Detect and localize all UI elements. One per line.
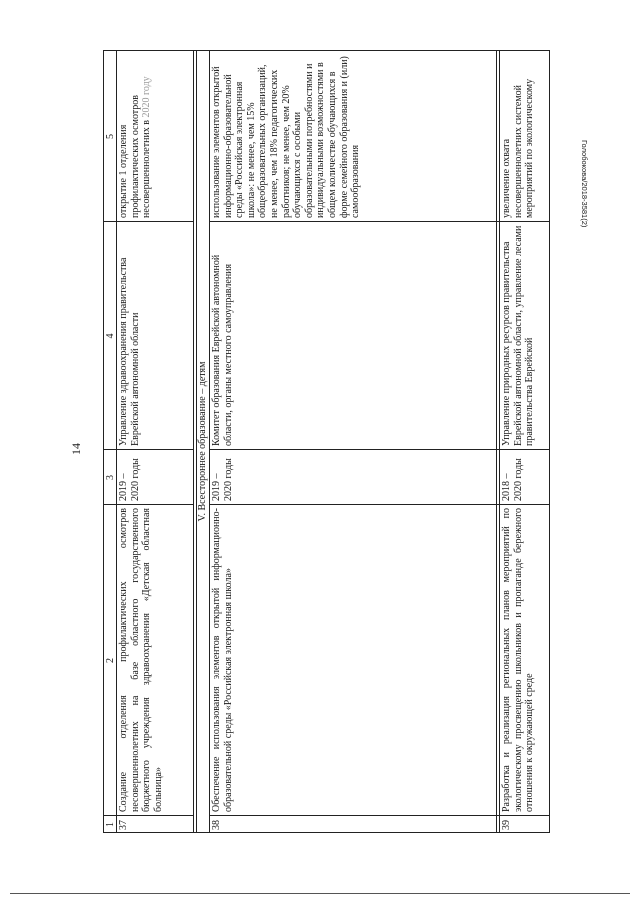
page-bottom-rule bbox=[10, 893, 630, 894]
row39-period: 2018 – 2020 годы bbox=[501, 458, 524, 501]
header-col-1: 1 bbox=[105, 822, 116, 827]
row39-number: 39 bbox=[501, 820, 512, 830]
header-col-3: 3 bbox=[105, 475, 116, 480]
table-bottom-border bbox=[549, 50, 550, 833]
header-col-2: 2 bbox=[105, 658, 116, 663]
row37-period: 2019 – 2020 годы bbox=[118, 458, 141, 501]
row39-result: увеличение охвата несовершеннолетних системой мероприятий по экологическому bbox=[501, 78, 536, 218]
header-col-5: 5 bbox=[105, 134, 116, 139]
row38-responsible: Комитет образования Еврейской автономной области, органы местного самоуправления bbox=[211, 254, 234, 446]
row37-result-faded: 2020 году bbox=[141, 76, 153, 118]
page-number: 14 bbox=[69, 443, 83, 455]
row37-responsible: Управление здравоохранения правительства Еврейской автономной области bbox=[118, 257, 141, 446]
row37-measure: Создание отделения профилактических осмотров несовершеннолетних на базе областного государственного бюджетного учреждения здравоохранения «Детская областная больница» bbox=[118, 508, 164, 812]
row38-period: 2019 – 2020 годы bbox=[211, 458, 234, 501]
row38-result: использование элементов открытой информационно-образовательной среды «Российская электронная школа»: не менее, чем 15% общеобразовательных организаций, не менее, чем 18% педагогических работников; не менее, чем 20% обучающихся с особыми образовательными потребностями и индивидуальными возможностями в общем количестве обучающихся в форме семейного образования и (или) самообразования bbox=[211, 56, 362, 218]
header-col-4: 4 bbox=[105, 333, 116, 339]
row39-responsible: Управление природных ресурсов правительства Еврейской автономной области, управление лесами правительства Еврейской bbox=[501, 225, 536, 446]
section-title: V. Всестороннее образование – детям bbox=[197, 361, 208, 522]
row37-result bbox=[117, 51, 193, 221]
row39-measure: Разработка и реализация региональных планов мероприятий по экологическому просвещению школьников и пропаганде бережного отношения к окружающей среде bbox=[501, 508, 536, 812]
row38-number: 38 bbox=[211, 820, 222, 830]
document-code: Голобокова/2018-3581(2) bbox=[580, 140, 589, 228]
row38-measure: Обеспечение использования элементов открытой информационно-образовательной среды «Российская электронная школа» bbox=[211, 508, 234, 812]
row37-number: 37 bbox=[118, 820, 129, 830]
measures-table bbox=[103, 50, 550, 833]
row37-result-text: открытие 1 отделения профилактических осмотров несовершеннолетних в bbox=[118, 94, 153, 218]
